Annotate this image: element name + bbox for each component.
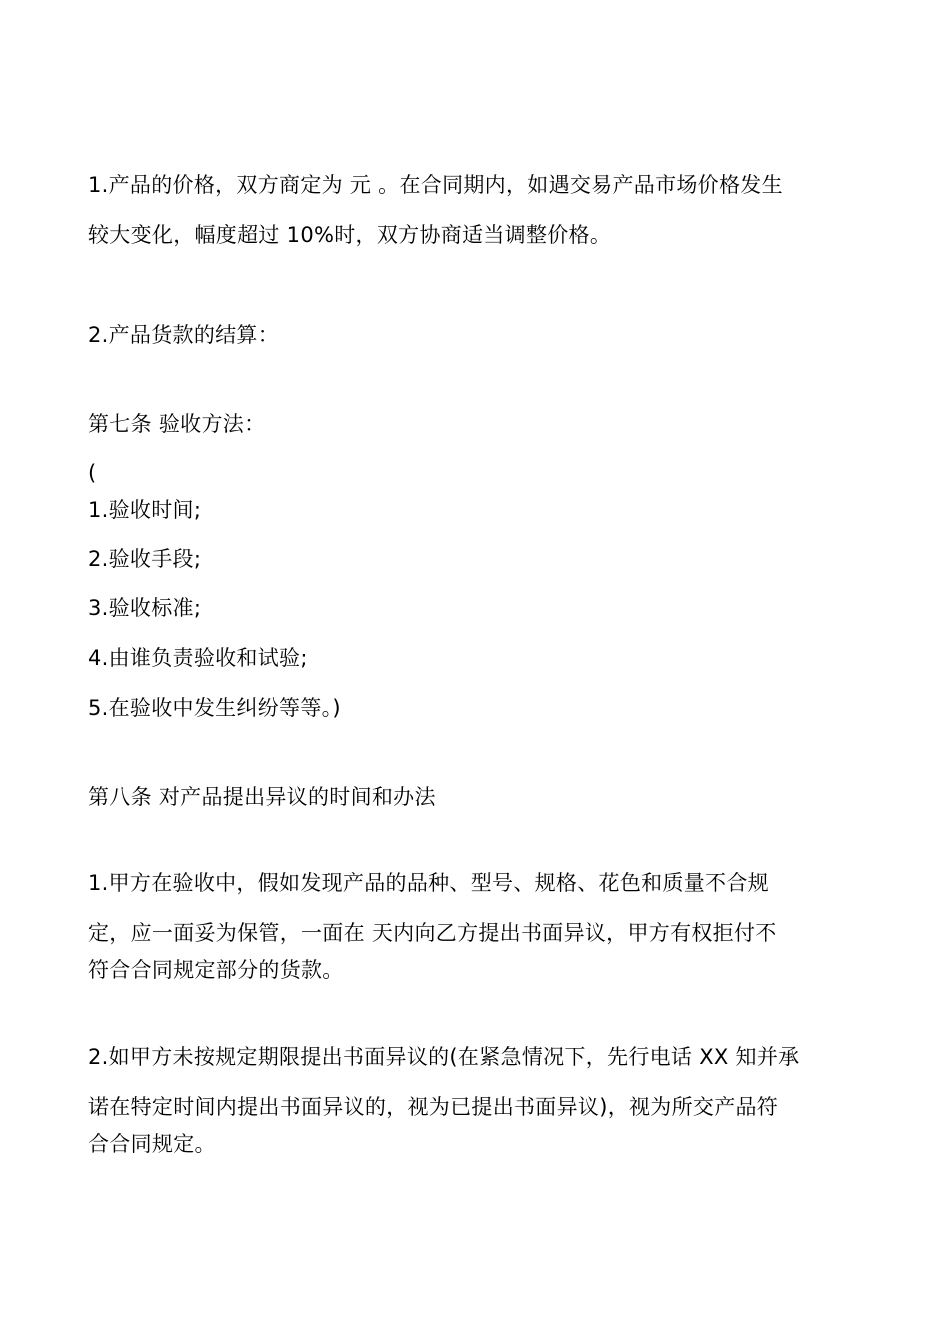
inspection-item-4: 4.由谁负责验收和试验; — [88, 646, 308, 670]
price-clause-line-1: 1.产品的价格，双方商定为 元 。在合同期内，如遇交易产品市场价格发生 — [88, 173, 783, 197]
objection-clause-2-line-2: 诺在特定时间内提出书面异议的，视为已提出书面异议)，视为所交产品符 — [88, 1095, 779, 1119]
objection-clause-1-line-3: 符合合同规定部分的货款。 — [88, 958, 344, 982]
open-paren-line: ( — [88, 461, 97, 485]
article-7-heading: 第七条 验收方法： — [88, 412, 266, 436]
inspection-item-2: 2.验收手段; — [88, 547, 202, 571]
inspection-item-5: 5.在验收中发生纠纷等等。) — [88, 696, 341, 720]
objection-clause-1-line-2: 定，应一面妥为保管，一面在 天内向乙方提出书面异议，甲方有权拒付不 — [88, 921, 777, 945]
price-clause-line-2: 较大变化，幅度超过 10%时，双方协商适当调整价格。 — [88, 223, 612, 247]
article-8-heading: 第八条 对产品提出异议的时间和办法 — [88, 785, 436, 809]
payment-settlement-heading: 2.产品货款的结算： — [88, 323, 280, 347]
objection-clause-1-line-1: 1.甲方在验收中，假如发现产品的品种、型号、规格、花色和质量不合规 — [88, 871, 769, 895]
objection-clause-2-line-3: 合合同规定。 — [88, 1132, 216, 1156]
inspection-item-1: 1.验收时间; — [88, 498, 202, 522]
inspection-item-3: 3.验收标准; — [88, 596, 202, 620]
objection-clause-2-line-1: 2.如甲方未按规定期限提出书面异议的(在紧急情况下，先行电话 XX 知并承 — [88, 1045, 800, 1069]
